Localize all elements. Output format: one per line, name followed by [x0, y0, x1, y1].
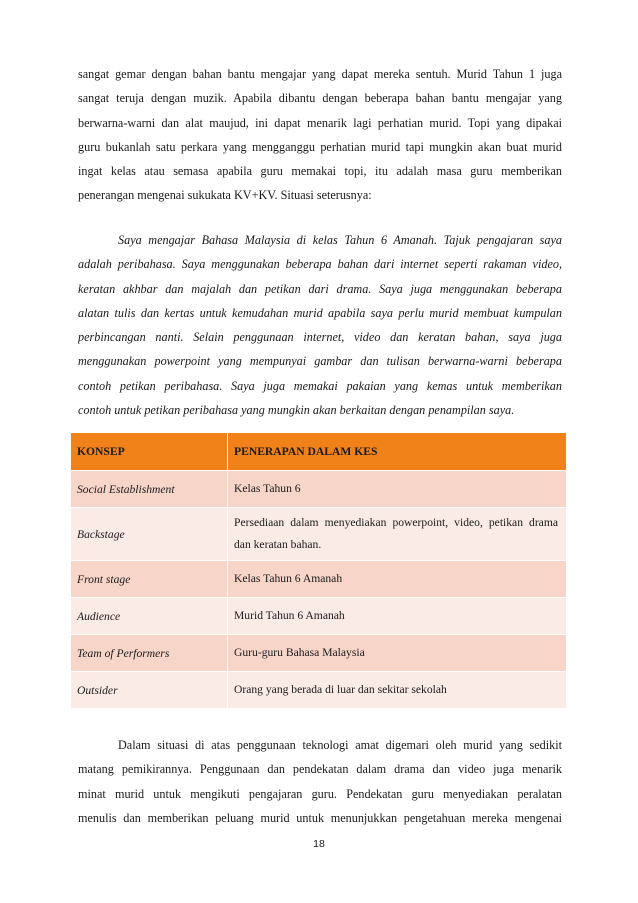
paragraph-situation — [78, 228, 562, 422]
konsep-cell: Audience — [71, 598, 228, 635]
penerapan-cell: Guru-guru Bahasa Malaysia — [228, 635, 567, 672]
konsep-cell: Social Establishment — [71, 471, 228, 508]
konsep-cell: Team of Performers — [71, 635, 228, 672]
text-line: ingat kelas atau semasa apabila guru memakai topi, itu adalah masa guru memberikan — [78, 164, 562, 179]
header-konsep: KONSEP — [71, 433, 228, 471]
concept-table — [70, 432, 567, 709]
table-header-row — [71, 433, 567, 471]
text-line: guru bukanlah satu perkara yang mengganggu perhatian murid tapi mungkin akan buat murid — [78, 139, 562, 154]
penerapan-cell: Orang yang berada di luar dan sekitar sekolah — [228, 672, 567, 709]
penerapan-cell: Kelas Tahun 6 Amanah — [228, 561, 567, 598]
table-row — [71, 598, 567, 635]
text-line: menulis dan memberikan peluang murid untuk menunjukkan pengetahuan mereka mengenai — [78, 810, 562, 825]
text-line: contoh untuk petikan peribahasa yang mungkin akan berkaitan dengan penampilan saya. — [78, 403, 515, 418]
text-line: contoh petikan peribahasa. Saya juga memakai pakaian yang kemas untuk memberikan — [78, 378, 562, 393]
text-line: perbincangan nanti. Selain penggunaan internet, video dan keratan bahan, saya juga — [78, 330, 562, 345]
table-row — [71, 635, 567, 672]
text-line: sangat teruja dengan muzik. Apabila dibantu dengan beberapa bahan bantu mengajar yang — [78, 91, 562, 106]
konsep-cell: Backstage — [71, 508, 228, 561]
paragraph-analysis — [78, 733, 562, 830]
text-line: minat murid untuk mengikuti pengajaran guru. Pendekatan guru menyediakan peralatan — [78, 786, 562, 801]
konsep-cell: Front stage — [71, 561, 228, 598]
text-line: menggunakan powerpoint yang mempunyai gambar dan tulisan berwarna-warni beberapa — [78, 354, 562, 369]
penerapan-cell: Persediaan dalam menyediakan powerpoint, video, petikan drama dan keratan bahan. — [228, 508, 567, 561]
text-line: alatan tulis dan kertas untuk kemudahan murid apabila saya perlu murid membuat kumpulan — [78, 305, 562, 320]
text-line: matang pemikirannya. Penggunaan dan pendekatan dalam drama dan video juga menarik — [78, 762, 562, 777]
paragraph-intro — [78, 62, 562, 208]
page-number: 18 — [313, 838, 325, 850]
text-line: Dalam situasi di atas penggunaan teknologi amat digemari oleh murid yang sedikit — [118, 738, 562, 752]
penerapan-cell: Kelas Tahun 6 — [228, 471, 567, 508]
penerapan-cell: Murid Tahun 6 Amanah — [228, 598, 567, 635]
table-row — [71, 672, 567, 709]
table-row — [71, 561, 567, 598]
text-line: sangat gemar dengan bahan bantu mengajar yang dapat mereka sentuh. Murid Tahun 1 juga — [78, 67, 562, 81]
text-line: keratan akhbar dan majalah dan petikan dari drama. Saya juga menggunakan beberapa — [78, 281, 562, 296]
konsep-cell: Outsider — [71, 672, 228, 709]
text-line: penerangan mengenai sukukata KV+KV. Situasi seterusnya: — [78, 188, 372, 203]
table-row — [71, 471, 567, 508]
text-line: berwarna-warni dan alat maujud, ini dapat menarik lagi perhatian murid. Topi yang dipakai — [78, 115, 562, 130]
header-penerapan: PENERAPAN DALAM KES — [228, 433, 567, 471]
text-line: adalah peribahasa. Saya menggunakan beberapa bahan dari internet seperti rakaman video, — [78, 257, 562, 272]
table-row — [71, 508, 567, 561]
text-line: Saya mengajar Bahasa Malaysia di kelas Tahun 6 Amanah. Tajuk pengajaran saya — [118, 233, 562, 247]
